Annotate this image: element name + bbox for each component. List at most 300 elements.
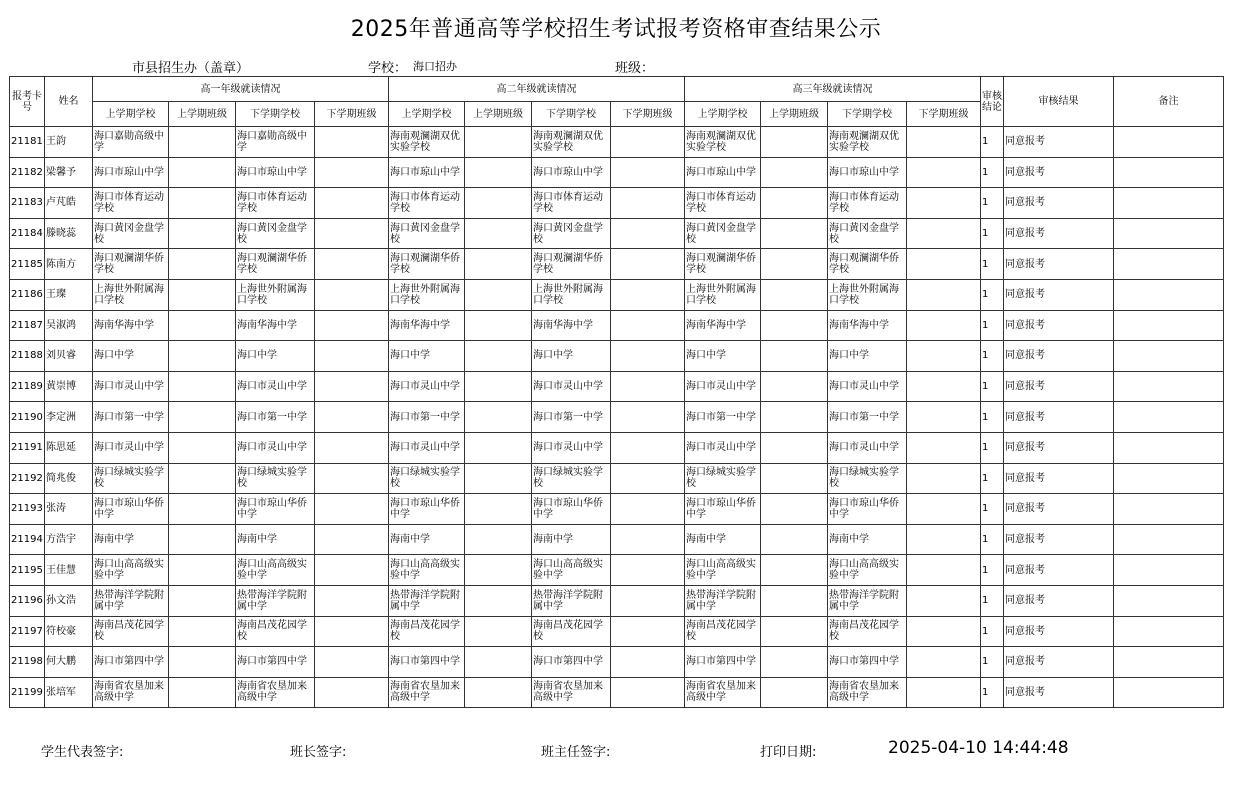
grade2-second-term-school: 热带海洋学院附属中学 — [532, 585, 611, 616]
grade2-first-term-class — [465, 279, 532, 310]
grade1-second-term-class — [315, 218, 389, 249]
col-id-header: 报考卡号 — [10, 77, 45, 127]
table-row — [10, 647, 1224, 678]
sub-header: 上学期学校 — [685, 102, 761, 127]
grade2-second-term-school: 海南观澜湖双优实验学校 — [532, 127, 611, 158]
review-result: 同意报考 — [1004, 157, 1114, 188]
grade2-first-term-school: 海口市第一中学 — [389, 402, 465, 433]
grade3-second-term-school: 海口市体育运动学校 — [828, 188, 907, 219]
col-grade2-header: 高二年级就读情况 — [389, 77, 685, 102]
grade3-first-term-class — [761, 341, 828, 372]
student-name: 卢芃皓 — [45, 188, 93, 219]
grade3-first-term-school: 上海世外附属海口学校 — [685, 279, 761, 310]
sub-header: 下学期班级 — [315, 102, 389, 127]
grade2-second-term-class — [611, 127, 685, 158]
grade2-second-term-school: 海南昌茂花园学校 — [532, 616, 611, 647]
grade1-first-term-school: 海口绿城实验学校 — [93, 463, 169, 494]
grade3-first-term-school: 海口市第四中学 — [685, 647, 761, 678]
student-name: 简兆俊 — [45, 463, 93, 494]
grade3-first-term-school: 海口市体育运动学校 — [685, 188, 761, 219]
student-name: 方浩宇 — [45, 524, 93, 555]
grade1-first-term-school: 海口市琼山中学 — [93, 157, 169, 188]
grade1-first-term-class — [169, 371, 236, 402]
student-name: 陈南方 — [45, 249, 93, 280]
exam-card-number: 21192 — [10, 463, 45, 494]
student-name: 刘贝睿 — [45, 341, 93, 372]
grade3-first-term-class — [761, 432, 828, 463]
review-conclusion: 1 — [981, 249, 1004, 280]
grade1-first-term-school: 海口黄冈金盘学校 — [93, 218, 169, 249]
grade1-first-term-school: 上海世外附属海口学校 — [93, 279, 169, 310]
exam-card-number: 21198 — [10, 647, 45, 678]
grade3-first-term-class — [761, 127, 828, 158]
grade1-first-term-class — [169, 616, 236, 647]
grade3-first-term-school: 海南省农垦加来高级中学 — [685, 677, 761, 708]
grade1-second-term-class — [315, 188, 389, 219]
grade3-second-term-class — [907, 524, 981, 555]
sub-header: 下学期班级 — [907, 102, 981, 127]
remark-cell — [1114, 402, 1224, 433]
grade1-first-term-school: 海口中学 — [93, 341, 169, 372]
student-name: 吴淑鸿 — [45, 310, 93, 341]
grade1-second-term-school: 热带海洋学院附属中学 — [236, 585, 315, 616]
print-date-value: 2025-04-10 14:44:48 — [888, 738, 1069, 758]
grade2-second-term-school: 海南省农垦加来高级中学 — [532, 677, 611, 708]
col-remark-header: 备注 — [1114, 77, 1224, 127]
grade2-first-term-class — [465, 677, 532, 708]
grade3-second-term-school: 海口中学 — [828, 341, 907, 372]
grade1-first-term-school: 海南中学 — [93, 524, 169, 555]
student-name: 王璨 — [45, 279, 93, 310]
grade2-first-term-class — [465, 218, 532, 249]
grade3-second-term-school: 海口市第四中学 — [828, 647, 907, 678]
grade3-second-term-class — [907, 218, 981, 249]
review-conclusion: 1 — [981, 371, 1004, 402]
grade2-first-term-school: 海口市第四中学 — [389, 647, 465, 678]
grade3-second-term-school: 海口市琼山华侨中学 — [828, 494, 907, 525]
grade1-second-term-class — [315, 616, 389, 647]
grade1-first-term-class — [169, 218, 236, 249]
grade2-second-term-class — [611, 524, 685, 555]
grade1-second-term-class — [315, 677, 389, 708]
grade1-first-term-school: 海口市第四中学 — [93, 647, 169, 678]
grade3-second-term-class — [907, 188, 981, 219]
grade2-first-term-class — [465, 524, 532, 555]
grade2-first-term-class — [465, 310, 532, 341]
student-name: 梁馨予 — [45, 157, 93, 188]
grade1-first-term-class — [169, 402, 236, 433]
grade3-first-term-class — [761, 188, 828, 219]
grade1-second-term-school: 海口市琼山华侨中学 — [236, 494, 315, 525]
table-row — [10, 555, 1224, 586]
review-conclusion: 1 — [981, 555, 1004, 586]
grade3-second-term-school: 海口山高高级实验中学 — [828, 555, 907, 586]
grade2-first-term-school: 上海世外附属海口学校 — [389, 279, 465, 310]
grade2-second-term-class — [611, 249, 685, 280]
exam-card-number: 21186 — [10, 279, 45, 310]
exam-card-number: 21199 — [10, 677, 45, 708]
grade2-first-term-school: 海口市灵山中学 — [389, 371, 465, 402]
grade3-first-term-class — [761, 585, 828, 616]
grade2-first-term-school: 海口绿城实验学校 — [389, 463, 465, 494]
remark-cell — [1114, 616, 1224, 647]
grade2-first-term-school: 海口中学 — [389, 341, 465, 372]
remark-cell — [1114, 494, 1224, 525]
grade1-second-term-class — [315, 494, 389, 525]
student-sign-label: 学生代表签字: — [41, 745, 124, 760]
remark-cell — [1114, 279, 1224, 310]
col-grade3-header: 高三年级就读情况 — [685, 77, 981, 102]
grade2-first-term-class — [465, 463, 532, 494]
grade1-second-term-school: 海口中学 — [236, 341, 315, 372]
review-result: 同意报考 — [1004, 616, 1114, 647]
col-grade1-header: 高一年级就读情况 — [93, 77, 389, 102]
grade2-first-term-school: 热带海洋学院附属中学 — [389, 585, 465, 616]
grade3-second-term-class — [907, 616, 981, 647]
grade2-first-term-class — [465, 371, 532, 402]
grade1-first-term-class — [169, 157, 236, 188]
grade3-first-term-school: 海南中学 — [685, 524, 761, 555]
review-conclusion: 1 — [981, 494, 1004, 525]
grade2-first-term-class — [465, 249, 532, 280]
grade1-second-term-school: 海口市第一中学 — [236, 402, 315, 433]
grade2-second-term-school: 海口市灵山中学 — [532, 371, 611, 402]
grade1-second-term-school: 海口市琼山中学 — [236, 157, 315, 188]
review-result: 同意报考 — [1004, 341, 1114, 372]
grade1-first-term-school: 海南省农垦加来高级中学 — [93, 677, 169, 708]
grade3-first-term-school: 海口市第一中学 — [685, 402, 761, 433]
grade2-first-term-school: 海南华海中学 — [389, 310, 465, 341]
grade3-second-term-class — [907, 249, 981, 280]
review-conclusion: 1 — [981, 188, 1004, 219]
teacher-sign-label: 班主任签字: — [541, 745, 611, 760]
grade1-second-term-school: 海口黄冈金盘学校 — [236, 218, 315, 249]
review-result: 同意报考 — [1004, 585, 1114, 616]
grade2-second-term-class — [611, 341, 685, 372]
grade3-second-term-school: 上海世外附属海口学校 — [828, 279, 907, 310]
class-label: 班级： — [615, 61, 655, 76]
grade3-first-term-class — [761, 463, 828, 494]
grade2-second-term-class — [611, 555, 685, 586]
grade3-second-term-school: 海南华海中学 — [828, 310, 907, 341]
review-result: 同意报考 — [1004, 432, 1114, 463]
grade1-second-term-class — [315, 157, 389, 188]
grade3-first-term-school: 海南昌茂花园学校 — [685, 616, 761, 647]
grade3-first-term-class — [761, 249, 828, 280]
grade3-first-term-class — [761, 647, 828, 678]
col-result-header: 审核结果 — [1004, 77, 1114, 127]
grade1-first-term-class — [169, 310, 236, 341]
review-result: 同意报考 — [1004, 371, 1114, 402]
grade3-second-term-class — [907, 647, 981, 678]
sub-header: 上学期学校 — [389, 102, 465, 127]
remark-cell — [1114, 647, 1224, 678]
remark-cell — [1114, 310, 1224, 341]
table-row — [10, 279, 1224, 310]
grade3-first-term-school: 热带海洋学院附属中学 — [685, 585, 761, 616]
exam-card-number: 21182 — [10, 157, 45, 188]
grade1-first-term-class — [169, 249, 236, 280]
remark-cell — [1114, 341, 1224, 372]
grade3-first-term-school: 海口市琼山华侨中学 — [685, 494, 761, 525]
exam-card-number: 21185 — [10, 249, 45, 280]
grade1-second-term-school: 海口嘉勋高级中学 — [236, 127, 315, 158]
table-row — [10, 341, 1224, 372]
grade3-first-term-class — [761, 524, 828, 555]
grade2-first-term-class — [465, 341, 532, 372]
grade2-first-term-class — [465, 555, 532, 586]
sub-header: 下学期学校 — [532, 102, 611, 127]
table-row — [10, 218, 1224, 249]
grade3-second-term-school: 海口市灵山中学 — [828, 432, 907, 463]
sub-header: 上学期学校 — [93, 102, 169, 127]
remark-cell — [1114, 555, 1224, 586]
grade2-second-term-school: 海口中学 — [532, 341, 611, 372]
review-conclusion: 1 — [981, 279, 1004, 310]
grade3-first-term-class — [761, 402, 828, 433]
grade2-second-term-school: 海口市琼山中学 — [532, 157, 611, 188]
grade3-second-term-school: 海南观澜湖双优实验学校 — [828, 127, 907, 158]
monitor-sign-label: 班长签字: — [290, 745, 347, 760]
grade2-second-term-class — [611, 585, 685, 616]
table-row — [10, 463, 1224, 494]
exam-card-number: 21197 — [10, 616, 45, 647]
grade2-first-term-school: 海口市灵山中学 — [389, 432, 465, 463]
exam-card-number: 21196 — [10, 585, 45, 616]
table-row — [10, 371, 1224, 402]
exam-card-number: 21181 — [10, 127, 45, 158]
grade2-second-term-class — [611, 677, 685, 708]
grade2-second-term-school: 海口观澜湖华侨学校 — [532, 249, 611, 280]
review-result: 同意报考 — [1004, 249, 1114, 280]
student-name: 张培军 — [45, 677, 93, 708]
review-conclusion: 1 — [981, 647, 1004, 678]
table-row — [10, 127, 1224, 158]
grade1-second-term-school: 海南中学 — [236, 524, 315, 555]
grade2-first-term-school: 海口黄冈金盘学校 — [389, 218, 465, 249]
grade1-first-term-class — [169, 127, 236, 158]
review-result: 同意报考 — [1004, 218, 1114, 249]
review-conclusion: 1 — [981, 463, 1004, 494]
remark-cell — [1114, 677, 1224, 708]
table-row — [10, 249, 1224, 280]
grade2-first-term-school: 海南观澜湖双优实验学校 — [389, 127, 465, 158]
grade2-second-term-class — [611, 647, 685, 678]
student-name: 何大鹏 — [45, 647, 93, 678]
sub-header: 上学期班级 — [761, 102, 828, 127]
grade2-first-term-school: 海南省农垦加来高级中学 — [389, 677, 465, 708]
grade1-first-term-school: 海南昌茂花园学校 — [93, 616, 169, 647]
grade1-second-term-class — [315, 463, 389, 494]
grade2-first-term-class — [465, 585, 532, 616]
grade1-second-term-class — [315, 402, 389, 433]
student-name: 王佳慧 — [45, 555, 93, 586]
review-result: 同意报考 — [1004, 524, 1114, 555]
grade2-second-term-school: 上海世外附属海口学校 — [532, 279, 611, 310]
grade2-second-term-class — [611, 402, 685, 433]
grade1-second-term-class — [315, 341, 389, 372]
grade3-second-term-class — [907, 279, 981, 310]
remark-cell — [1114, 463, 1224, 494]
remark-cell — [1114, 432, 1224, 463]
grade3-second-term-school: 热带海洋学院附属中学 — [828, 585, 907, 616]
grade1-second-term-school: 海口市灵山中学 — [236, 371, 315, 402]
review-result: 同意报考 — [1004, 188, 1114, 219]
table-row — [10, 310, 1224, 341]
grade3-first-term-class — [761, 677, 828, 708]
grade3-second-term-class — [907, 310, 981, 341]
table-row — [10, 432, 1224, 463]
sub-header: 上学期班级 — [169, 102, 236, 127]
grade1-first-term-school: 海口嘉勋高级中学 — [93, 127, 169, 158]
sub-header: 下学期学校 — [828, 102, 907, 127]
grade3-first-term-school: 海口观澜湖华侨学校 — [685, 249, 761, 280]
review-result: 同意报考 — [1004, 310, 1114, 341]
grade1-second-term-class — [315, 647, 389, 678]
grade2-second-term-class — [611, 279, 685, 310]
grade2-second-term-school: 海口市第四中学 — [532, 647, 611, 678]
grade2-first-term-class — [465, 647, 532, 678]
grade2-first-term-class — [465, 616, 532, 647]
school-label: 学校： — [368, 61, 408, 76]
grade1-first-term-school: 海口市体育运动学校 — [93, 188, 169, 219]
grade1-second-term-school: 海口观澜湖华侨学校 — [236, 249, 315, 280]
grade3-second-term-class — [907, 585, 981, 616]
grade2-second-term-school: 海口山高高级实验中学 — [532, 555, 611, 586]
grade3-second-term-class — [907, 494, 981, 525]
page-title: 2025年普通高等学校招生考试报考资格审查结果公示 — [350, 17, 882, 42]
review-result: 同意报考 — [1004, 402, 1114, 433]
review-result: 同意报考 — [1004, 127, 1114, 158]
review-conclusion: 1 — [981, 585, 1004, 616]
review-result: 同意报考 — [1004, 677, 1114, 708]
grade1-first-term-class — [169, 647, 236, 678]
grade2-second-term-class — [611, 463, 685, 494]
grade1-second-term-class — [315, 310, 389, 341]
grade2-second-term-school: 海口黄冈金盘学校 — [532, 218, 611, 249]
grade2-second-term-class — [611, 218, 685, 249]
grade3-first-term-school: 海南华海中学 — [685, 310, 761, 341]
exam-card-number: 21193 — [10, 494, 45, 525]
grade3-second-term-class — [907, 677, 981, 708]
review-conclusion: 1 — [981, 402, 1004, 433]
grade1-first-term-class — [169, 188, 236, 219]
grade2-second-term-class — [611, 616, 685, 647]
col-review-header: 审核结论 — [981, 77, 1004, 127]
review-table — [9, 76, 1224, 708]
grade3-first-term-class — [761, 279, 828, 310]
grade3-first-term-school: 海口市琼山中学 — [685, 157, 761, 188]
grade2-second-term-class — [611, 310, 685, 341]
grade1-first-term-class — [169, 341, 236, 372]
grade2-second-term-school: 海口绿城实验学校 — [532, 463, 611, 494]
review-conclusion: 1 — [981, 310, 1004, 341]
review-result: 同意报考 — [1004, 279, 1114, 310]
exam-card-number: 21194 — [10, 524, 45, 555]
grade1-first-term-school: 海口市灵山中学 — [93, 432, 169, 463]
grade1-second-term-school: 海口市灵山中学 — [236, 432, 315, 463]
grade2-second-term-class — [611, 157, 685, 188]
grade2-second-term-school: 海南中学 — [532, 524, 611, 555]
review-result: 同意报考 — [1004, 555, 1114, 586]
print-date-label: 打印日期: — [760, 745, 817, 760]
review-conclusion: 1 — [981, 157, 1004, 188]
grade1-first-term-school: 海口市灵山中学 — [93, 371, 169, 402]
grade2-first-term-school: 海口市体育运动学校 — [389, 188, 465, 219]
grade1-first-term-class — [169, 494, 236, 525]
grade2-first-term-school: 海南中学 — [389, 524, 465, 555]
grade3-first-term-school: 海南观澜湖双优实验学校 — [685, 127, 761, 158]
grade1-first-term-school: 热带海洋学院附属中学 — [93, 585, 169, 616]
grade3-second-term-class — [907, 157, 981, 188]
grade3-first-term-class — [761, 616, 828, 647]
student-name: 符校豪 — [45, 616, 93, 647]
grade3-second-term-class — [907, 127, 981, 158]
grade3-first-term-school: 海口山高高级实验中学 — [685, 555, 761, 586]
grade1-second-term-class — [315, 555, 389, 586]
table-row — [10, 402, 1224, 433]
grade1-second-term-school: 海口山高高级实验中学 — [236, 555, 315, 586]
sub-header: 下学期学校 — [236, 102, 315, 127]
grade1-first-term-school: 海口观澜湖华侨学校 — [93, 249, 169, 280]
exam-card-number: 21190 — [10, 402, 45, 433]
grade2-first-term-class — [465, 494, 532, 525]
review-conclusion: 1 — [981, 677, 1004, 708]
grade3-first-term-class — [761, 310, 828, 341]
grade1-second-term-class — [315, 585, 389, 616]
grade1-first-term-class — [169, 555, 236, 586]
grade2-second-term-class — [611, 371, 685, 402]
grade3-first-term-school: 海口中学 — [685, 341, 761, 372]
table-row — [10, 188, 1224, 219]
grade1-first-term-class — [169, 677, 236, 708]
table-row — [10, 494, 1224, 525]
grade1-second-term-school: 上海世外附属海口学校 — [236, 279, 315, 310]
review-result: 同意报考 — [1004, 647, 1114, 678]
exam-card-number: 21183 — [10, 188, 45, 219]
grade3-first-term-school: 海口绿城实验学校 — [685, 463, 761, 494]
remark-cell — [1114, 157, 1224, 188]
student-name: 滕晓蕊 — [45, 218, 93, 249]
grade2-first-term-class — [465, 157, 532, 188]
grade1-first-term-class — [169, 585, 236, 616]
grade3-first-term-class — [761, 371, 828, 402]
grade3-first-term-class — [761, 218, 828, 249]
remark-cell — [1114, 249, 1224, 280]
school-value: 海口招办 — [413, 60, 457, 73]
sub-header: 下学期班级 — [611, 102, 685, 127]
student-name: 张涛 — [45, 494, 93, 525]
grade3-second-term-class — [907, 341, 981, 372]
grade1-first-term-school: 海南华海中学 — [93, 310, 169, 341]
grade2-first-term-class — [465, 188, 532, 219]
grade1-second-term-school: 海口市体育运动学校 — [236, 188, 315, 219]
grade3-first-term-class — [761, 157, 828, 188]
grade2-first-term-class — [465, 127, 532, 158]
grade1-second-term-school: 海南省农垦加来高级中学 — [236, 677, 315, 708]
student-name: 李定洲 — [45, 402, 93, 433]
review-conclusion: 1 — [981, 218, 1004, 249]
grade2-second-term-school: 海口市体育运动学校 — [532, 188, 611, 219]
table-row — [10, 677, 1224, 708]
review-conclusion: 1 — [981, 341, 1004, 372]
grade3-first-term-class — [761, 555, 828, 586]
exam-card-number: 21189 — [10, 371, 45, 402]
grade2-second-term-school: 海口市琼山华侨中学 — [532, 494, 611, 525]
office-label: 市县招生办（盖章） — [132, 61, 250, 76]
grade2-first-term-school: 海南昌茂花园学校 — [389, 616, 465, 647]
grade1-second-term-class — [315, 249, 389, 280]
